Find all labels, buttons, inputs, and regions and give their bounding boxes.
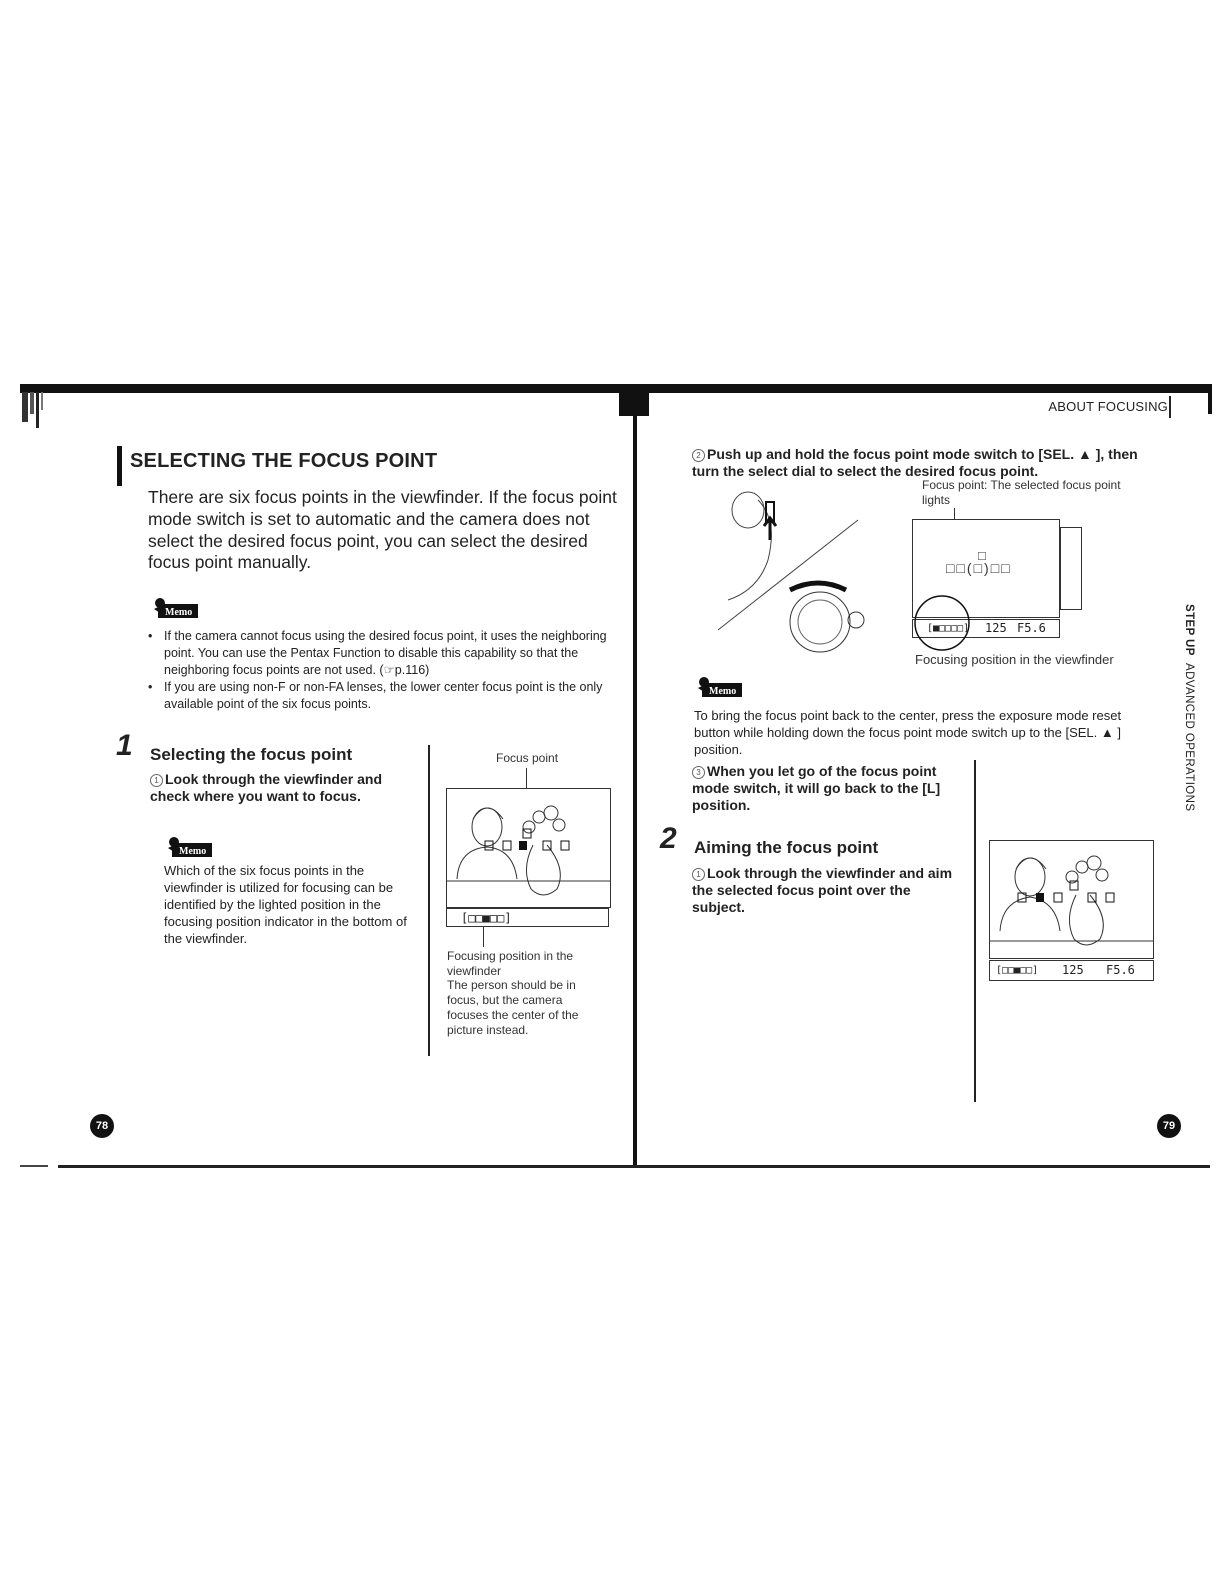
focus-point-top: □ — [978, 548, 986, 563]
viewfinder-side-panel — [1060, 527, 1082, 610]
page-title: SELECTING THE FOCUS POINT — [130, 450, 438, 472]
figure-caption-title: Focusing position in the viewfinder — [447, 949, 574, 978]
side-tab-step-up: STEP UP — [1183, 604, 1195, 656]
substep-text: Push up and hold the focus point mode switch to [SEL. ▲ ], then turn the select dial to select the desired focus point. — [692, 446, 1138, 479]
scene-drawing — [990, 841, 1153, 958]
side-tab — [1175, 604, 1197, 812]
lcd-points: [■□□□□] — [927, 623, 970, 634]
lcd-shutter: 125 — [985, 621, 1007, 635]
substep-text: Look through the viewfinder and check where you want to focus. — [150, 771, 382, 804]
scene-drawing — [447, 789, 610, 907]
substep-aim — [692, 865, 962, 916]
page-number-left: 78 — [90, 1114, 114, 1138]
substep-3 — [692, 763, 957, 814]
substep-number: 3 — [692, 766, 705, 779]
svg-text:Memo: Memo — [179, 846, 207, 857]
spine-tab — [619, 392, 649, 416]
svg-text:Memo: Memo — [165, 607, 193, 618]
substep-1 — [150, 771, 400, 805]
list-item: • If you are using non-F or non-FA lenses, the lower center focus point is the only available point of the six focus points. — [148, 679, 618, 713]
spine-rule — [633, 384, 637, 1168]
leader-line — [483, 927, 484, 947]
substep-number: 1 — [692, 868, 705, 881]
figure-caption: Focusing position in the viewfinder — [915, 652, 1114, 667]
memo-icon — [152, 597, 198, 619]
side-tab-section: ADVANCED OPERATIONS — [1183, 663, 1195, 812]
page-number-right: 79 — [1157, 1114, 1181, 1138]
list-item: • If the camera cannot focus using the desired focus point, it uses the neighboring point. You can use the Pentax Function to disable this capability so that the neighboring focus points are not used. (☞p.116) — [148, 628, 618, 679]
bottom-rule-left — [20, 1165, 48, 1167]
side-tab-label — [1183, 604, 1195, 811]
viewfinder-illustration — [446, 788, 611, 908]
substep-text: When you let go of the focus point mode switch, it will go back to the [L] position. — [692, 763, 941, 813]
memo-paragraph: To bring the focus point back to the center, press the exposure mode reset button while holding down the focus point mode switch up to the [SEL. ▲ ] position. — [694, 708, 1122, 757]
camera-dial-illustration — [718, 480, 878, 660]
lcd-points: [□□■□□] — [996, 965, 1039, 976]
viewfinder-illustration — [989, 840, 1154, 959]
lcd-aperture: F5.6 — [1017, 621, 1046, 635]
step-title: Selecting the focus point — [150, 745, 353, 764]
substep-number: 2 — [692, 449, 705, 462]
step-number: 2 — [660, 822, 677, 855]
section-header: ABOUT FOCUSING — [1048, 399, 1168, 414]
lcd-aperture: F5.6 — [1106, 963, 1135, 977]
svg-text:Memo: Memo — [709, 686, 737, 697]
focus-indicator-lcd: [□□■□□] — [446, 908, 609, 927]
corner-mark — [20, 390, 60, 430]
substep-text: Look through the viewfinder and aim the selected focus point over the subject. — [692, 865, 953, 915]
memo-icon — [696, 676, 742, 698]
focus-points-row: □□(□)□□ — [946, 560, 1012, 576]
substep-2 — [692, 446, 1154, 480]
intro-paragraph: There are six focus points in the viewfinder. If the focus point mode switch is set to automatic and the camera does not select the desired focus point, you can select the desired focus point manually. — [148, 487, 617, 573]
header-divider — [1169, 396, 1171, 418]
memo-bullets — [148, 628, 618, 713]
right-edge-mark — [1208, 384, 1212, 414]
top-rule — [20, 384, 1212, 393]
bottom-rule — [58, 1165, 1210, 1168]
title-marker — [117, 446, 122, 486]
substep-number: 1 — [150, 774, 163, 787]
figure-label: Focus point — [496, 751, 559, 765]
step-number: 1 — [116, 729, 133, 762]
figure-label: Focus point: The selected focus point lights — [922, 478, 1121, 507]
lcd-shutter: 125 — [1062, 963, 1084, 977]
figure-caption-note: The person should be in focus, but the camera focuses the center of the picture instead. — [447, 978, 579, 1037]
highlight-circle — [913, 594, 971, 652]
column-divider — [974, 760, 976, 1102]
memo-icon — [166, 836, 212, 858]
step-title: Aiming the focus point — [694, 838, 879, 857]
focus-indicator-lcd — [989, 960, 1154, 981]
column-divider — [428, 745, 430, 1056]
memo-paragraph: Which of the six focus points in the viewfinder is utilized for focusing can be identified by the lighted position in the focusing position indicator in the bottom of the viewfinder. — [164, 863, 407, 946]
